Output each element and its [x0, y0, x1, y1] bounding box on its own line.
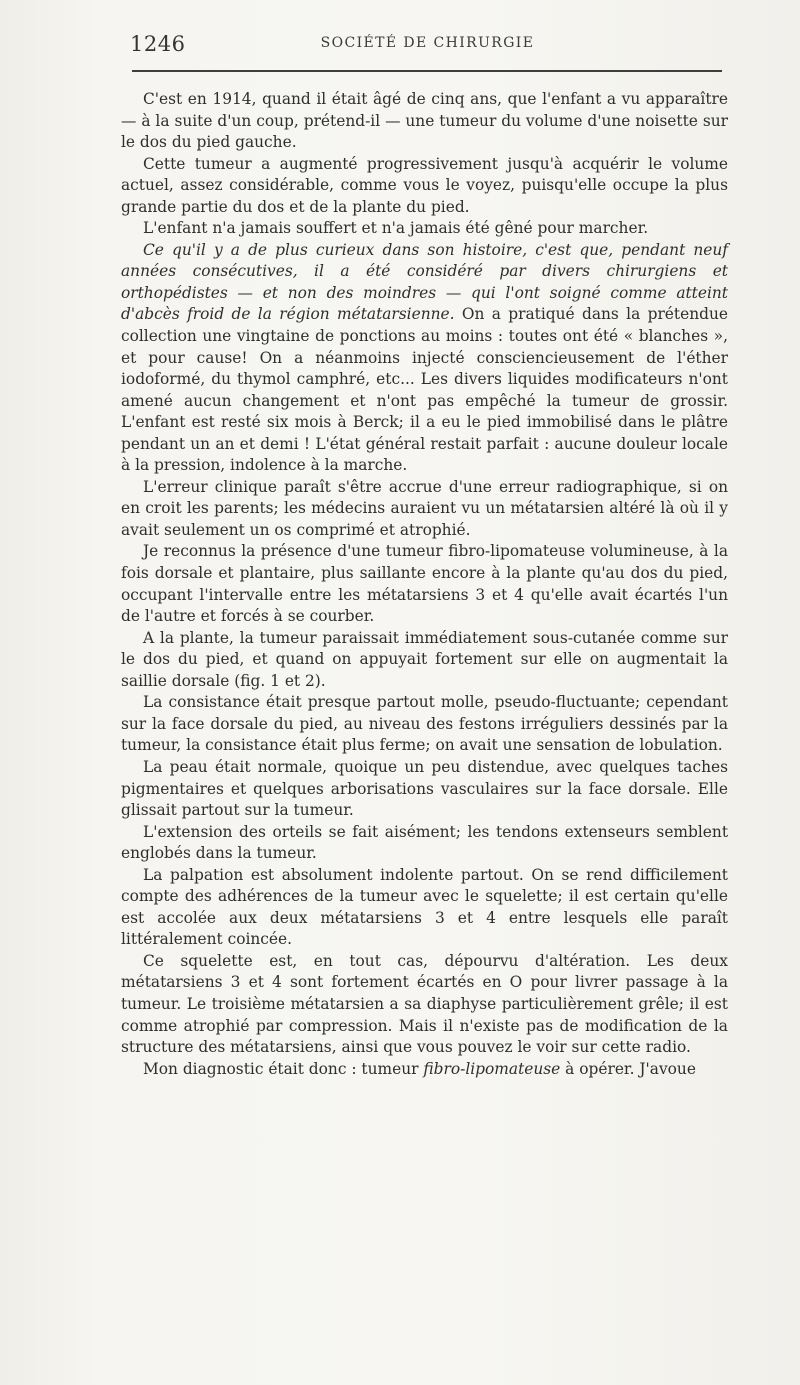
- paragraph: [121, 1059, 728, 1081]
- paragraph-text: On a pratiqué dans la prétendue collection une vingtaine de ponctions au moins : toutes ont été « blanches », et pour cause! On a néanmoins injecté consciencieusement de l'éther iodoformé, du thymol camphré, etc... Les divers liquides modificateurs n'ont amené aucun changement et n'ont pas empêché la tumeur de grossir. L'enfant est resté six mois à Berck; il a eu le pied immobilisé dans le plâtre pendant un an et demi ! L'état général restait parfait : aucune douleur locale à la pression, indolence à la marche.: [121, 305, 728, 475]
- paragraph: [121, 240, 728, 477]
- paragraph: C'est en 1914, quand il était âgé de cinq ans, que l'enfant a vu apparaître — à la suite d'un coup, prétend-il — une tumeur du volume d'une noisette sur le dos du pied gauche.: [121, 90, 728, 152]
- paragraph: La consistance était presque partout molle, pseudo-fluctuante; cependant sur la face dorsale du pied, au niveau des festons irréguliers dessinés par la tumeur, la consistance était plus ferme; on avait une sensation de lobulation.: [121, 693, 728, 755]
- paragraph-text-end: à opérer. J'avoue: [560, 1059, 696, 1078]
- paragraph: La palpation est absolument indolente partout. On se rend difficilement compte des adhérences de la tumeur avec le squelette; il est certain qu'elle est accolée aux deux métatarsiens 3 et 4 entre lesquels elle paraît littéralement coincée.: [121, 865, 728, 949]
- page-number: 1246: [130, 32, 186, 56]
- running-head: SOCIÉTÉ DE CHIRURGIE: [320, 35, 535, 51]
- paragraph: L'erreur clinique paraît s'être accrue d'une erreur radiographique, si on en croit les parents; les médecins auraient vu un métatarsien altéré là où il y avait seulement un os comprimé et atrophié.: [121, 477, 728, 539]
- paragraph: La peau était normale, quoique un peu distendue, avec quelques taches pigmentaires et quelques arborisations vasculaires sur la face dorsale. Elle glissait partout sur la tumeur.: [121, 757, 728, 820]
- paragraph: Je reconnus la présence d'une tumeur fibro-lipomateuse volumineuse, à la fois dorsale et plantaire, plus saillante encore à la plante qu'au dos du pied, occupant l'intervalle entre les métatarsiens 3 et 4 qu'elle avait écartés l'un de l'autre et forcés à se courber.: [121, 542, 728, 626]
- paragraph: Cette tumeur a augmenté progressivement jusqu'à acquérir le volume actuel, assez considérable, comme vous le voyez, puisqu'elle occupe la plus grande partie du dos et de la plante du pied.: [121, 154, 728, 216]
- italic-term: fibro-lipomateuse: [423, 1059, 561, 1078]
- page-header: [130, 32, 725, 54]
- paragraph: L'enfant n'a jamais souffert et n'a jamais été gêné pour marcher.: [143, 219, 649, 238]
- paragraph-text: Mon diagnostic était donc : tumeur: [143, 1059, 424, 1078]
- article-body: [121, 89, 728, 1080]
- italic-passage: Ce qu'il y a de plus curieux dans son histoire, c'est que, pendant neuf années consécutives, il a été considéré par divers chirurgiens et orthopédistes — et non des moindres — qui l'ont soigné comme atteint d'abcès froid de la région métatarsienne.: [121, 240, 728, 324]
- paragraph: L'extension des orteils se fait aisément; les tendons extenseurs semblent englobés dans la tumeur.: [121, 822, 728, 863]
- paragraph: A la plante, la tumeur paraissait immédiatement sous-cutanée comme sur le dos du pied, et quand on appuyait fortement sur elle on augmentait la saillie dorsale (fig. 1 et 2).: [121, 628, 728, 690]
- paragraph: Ce squelette est, en tout cas, dépourvu d'altération. Les deux métatarsiens 3 et 4 sont fortement écartés en O pour livrer passage à la tumeur. Le troisième métatarsien a sa diaphyse particulièrement grêle; il est comme atrophié par compression. Mais il n'existe pas de modification de la structure des métatarsiens, ainsi que vous pouvez le voir sur cette radio.: [121, 951, 728, 1057]
- header-rule: [132, 70, 722, 72]
